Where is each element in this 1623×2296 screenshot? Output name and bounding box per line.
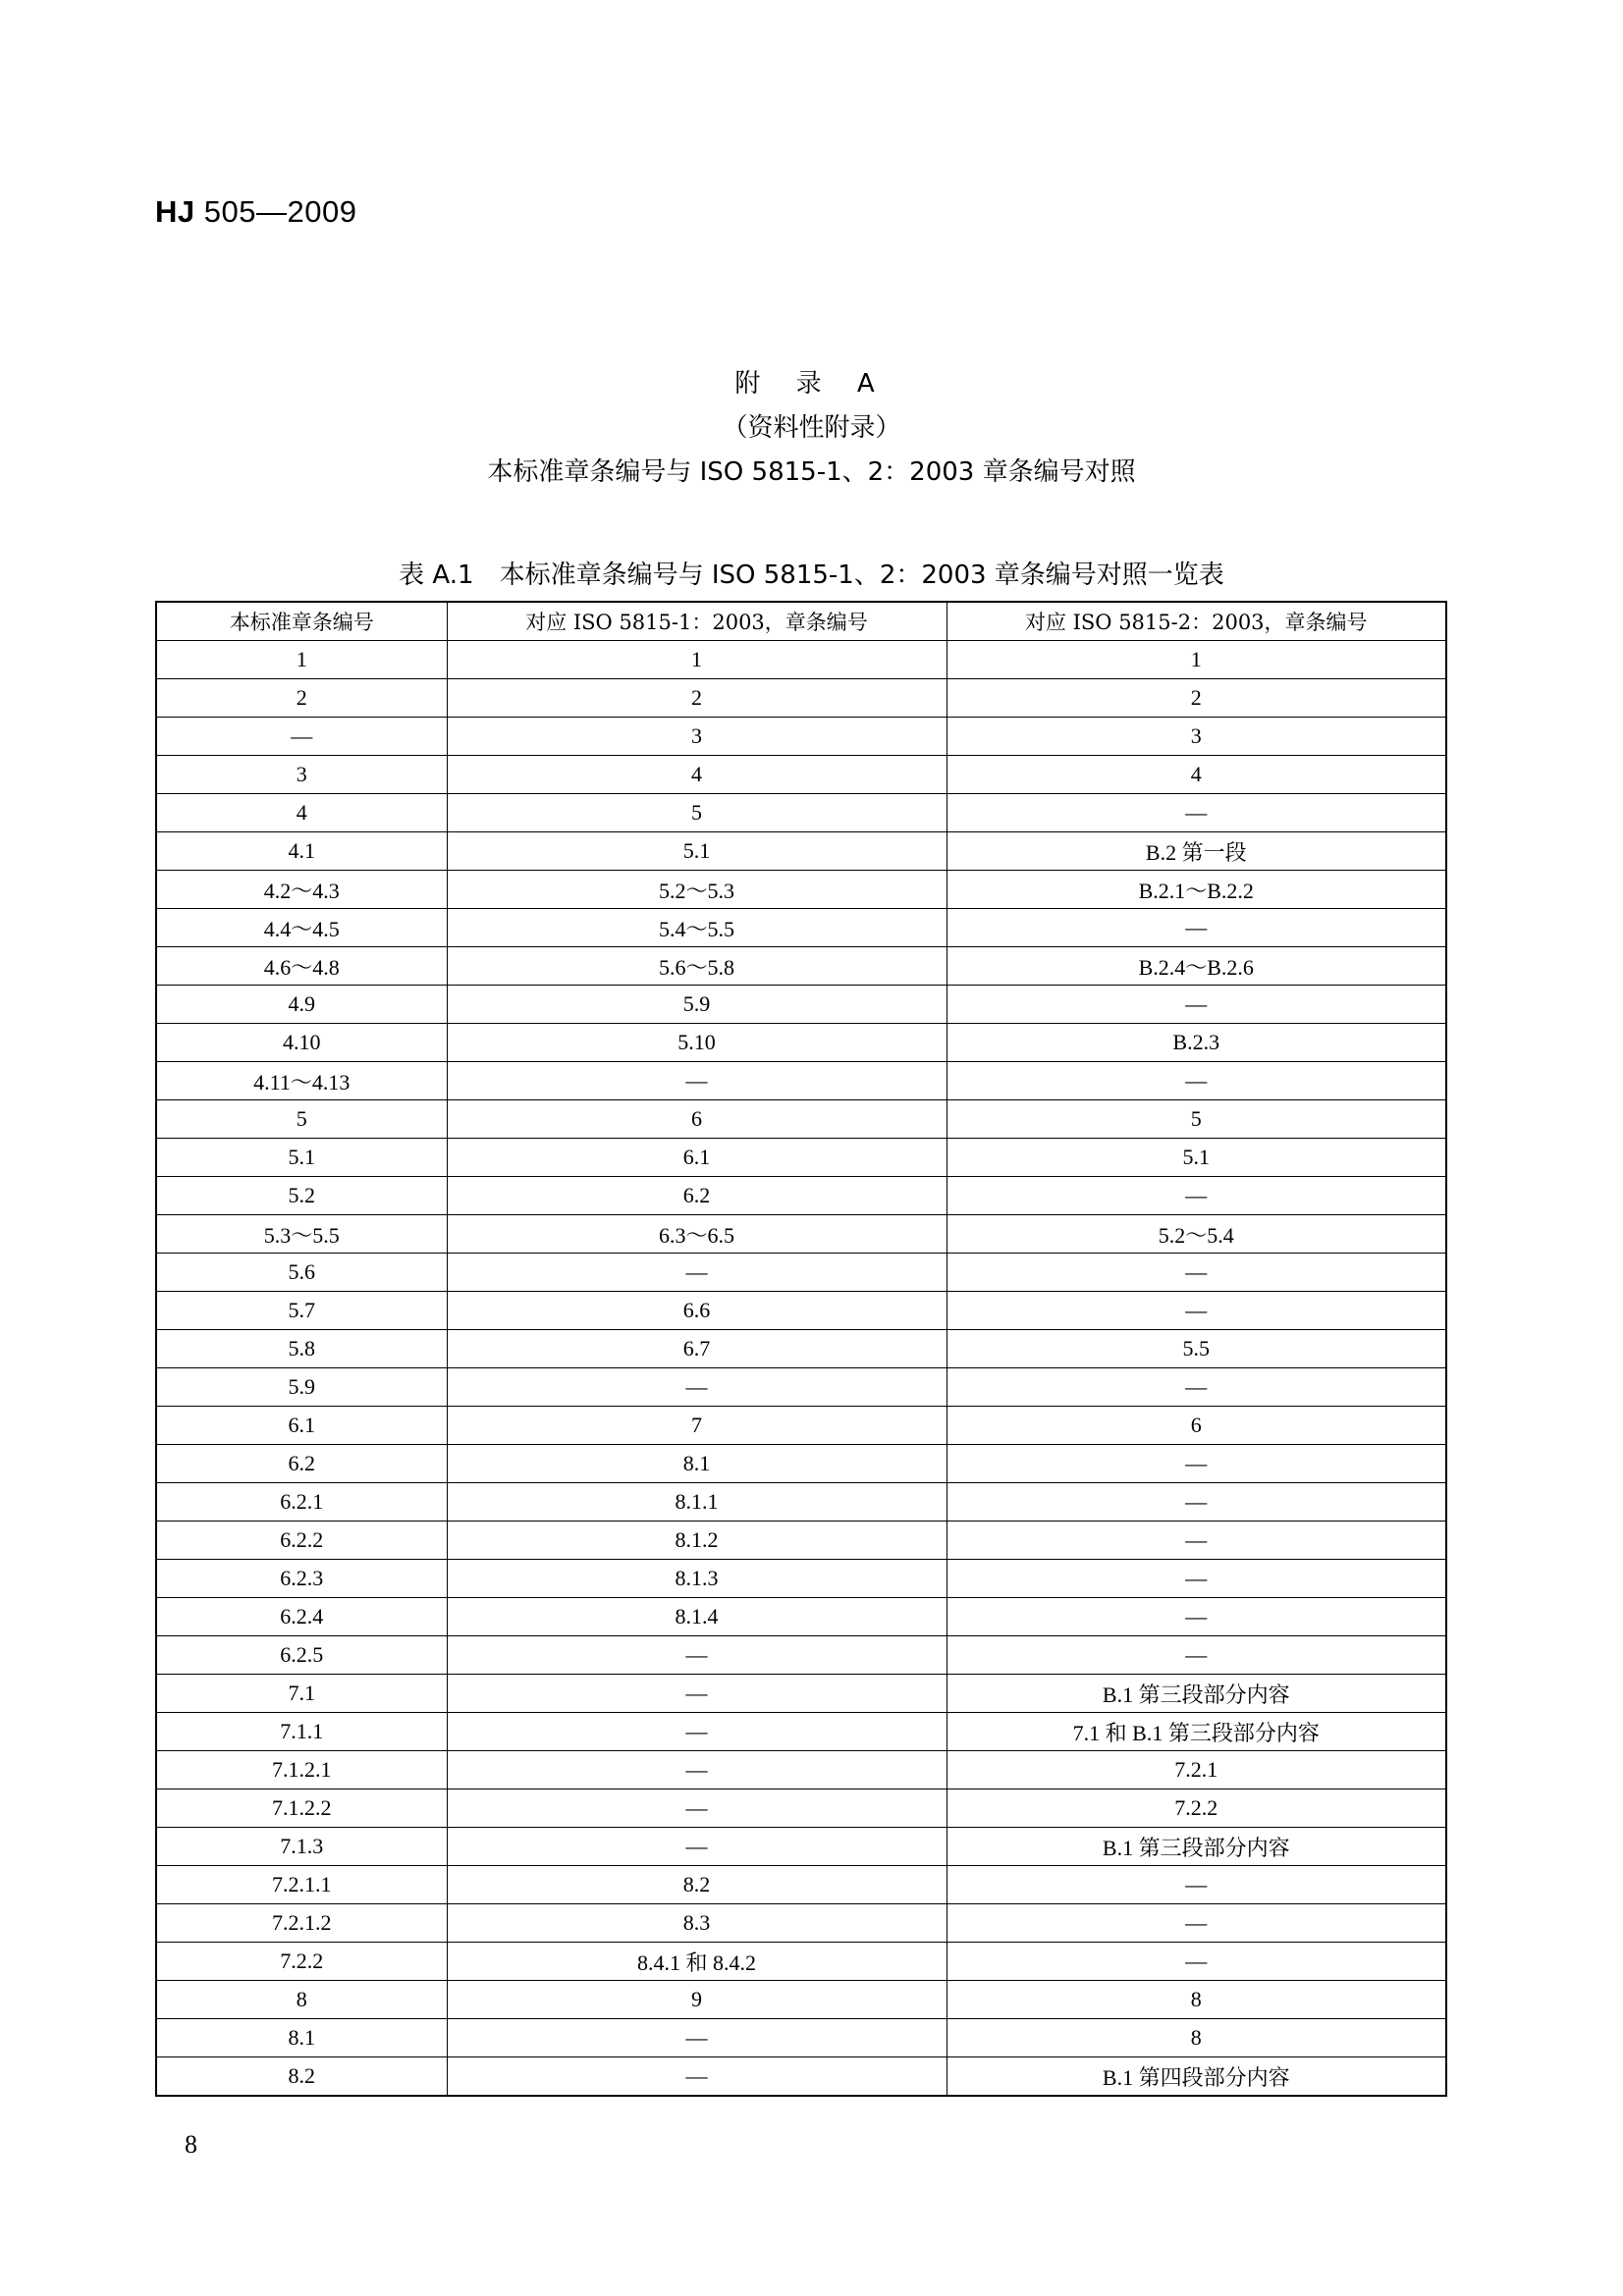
cell-iso-5815-2: B.2 第一段	[947, 832, 1446, 871]
cell-this-standard: 5.9	[156, 1368, 447, 1407]
cell-iso-5815-2: —	[947, 1598, 1446, 1636]
cell-iso-5815-2: 8	[947, 1981, 1446, 2019]
table-row	[156, 1789, 1446, 1828]
cell-iso-5815-1: 6.2	[447, 1177, 947, 1215]
table-row	[156, 1483, 1446, 1522]
cell-iso-5815-1: 5.6～5.8	[447, 947, 947, 986]
cell-this-standard: 5.7	[156, 1292, 447, 1330]
table-row	[156, 986, 1446, 1024]
table-row	[156, 1445, 1446, 1483]
cell-iso-5815-1: —	[447, 1751, 947, 1789]
table-row	[156, 1598, 1446, 1636]
table-row	[156, 1713, 1446, 1751]
table-row	[156, 1024, 1446, 1062]
table-row	[156, 794, 1446, 832]
cell-iso-5815-1: 8.1.1	[447, 1483, 947, 1522]
cell-iso-5815-1: —	[447, 1636, 947, 1675]
cell-iso-5815-2: —	[947, 1636, 1446, 1675]
cell-iso-5815-1: 6	[447, 1100, 947, 1139]
page-number: 8	[185, 2130, 197, 2159]
table-row	[156, 1177, 1446, 1215]
cell-iso-5815-1: 8.4.1 和 8.4.2	[447, 1943, 947, 1981]
column-header-iso-5815-1: 对应 ISO 5815-1：2003，章条编号	[447, 602, 947, 641]
cell-this-standard: 8	[156, 1981, 447, 2019]
cell-iso-5815-1: —	[447, 1789, 947, 1828]
cell-iso-5815-2: B.1 第三段部分内容	[947, 1675, 1446, 1713]
cell-this-standard: 4.1	[156, 832, 447, 871]
cell-this-standard: 7.1.1	[156, 1713, 447, 1751]
cell-iso-5815-1: 8.3	[447, 1904, 947, 1943]
cell-this-standard: 3	[156, 756, 447, 794]
table-row	[156, 1560, 1446, 1598]
cell-this-standard: 6.1	[156, 1407, 447, 1445]
table-row	[156, 1636, 1446, 1675]
cell-iso-5815-2: —	[947, 1445, 1446, 1483]
cell-this-standard: 1	[156, 641, 447, 679]
table-row	[156, 1981, 1446, 2019]
table-row	[156, 679, 1446, 718]
cell-iso-5815-2: —	[947, 1292, 1446, 1330]
cell-iso-5815-2: —	[947, 1368, 1446, 1407]
table-row	[156, 871, 1446, 909]
cell-this-standard: 6.2	[156, 1445, 447, 1483]
cell-iso-5815-2: —	[947, 1560, 1446, 1598]
cell-iso-5815-1: —	[447, 1828, 947, 1866]
cell-this-standard: 6.2.3	[156, 1560, 447, 1598]
cell-iso-5815-2: —	[947, 1904, 1446, 1943]
table-row	[156, 1062, 1446, 1100]
cell-iso-5815-2: 6	[947, 1407, 1446, 1445]
table-row	[156, 947, 1446, 986]
cell-iso-5815-2: 5	[947, 1100, 1446, 1139]
cell-this-standard: 5.2	[156, 1177, 447, 1215]
cell-iso-5815-1: —	[447, 2019, 947, 2057]
table-row	[156, 718, 1446, 756]
cell-iso-5815-2: 5.5	[947, 1330, 1446, 1368]
cell-iso-5815-1: 5.4～5.5	[447, 909, 947, 947]
cell-iso-5815-1: 5	[447, 794, 947, 832]
cell-this-standard: 6.2.5	[156, 1636, 447, 1675]
cell-iso-5815-1: 8.1.3	[447, 1560, 947, 1598]
table-row	[156, 1828, 1446, 1866]
cell-iso-5815-1: —	[447, 1254, 947, 1292]
cell-iso-5815-1: 8.1.2	[447, 1522, 947, 1560]
cell-iso-5815-1: 8.1.4	[447, 1598, 947, 1636]
cell-iso-5815-1: —	[447, 1675, 947, 1713]
cell-this-standard: 7.1.3	[156, 1828, 447, 1866]
table-row	[156, 909, 1446, 947]
cell-iso-5815-1: 8.2	[447, 1866, 947, 1904]
cell-this-standard: 7.1.2.2	[156, 1789, 447, 1828]
cell-iso-5815-2: 4	[947, 756, 1446, 794]
table-row	[156, 1866, 1446, 1904]
cell-this-standard: 6.2.2	[156, 1522, 447, 1560]
cell-iso-5815-1: 6.1	[447, 1139, 947, 1177]
cell-iso-5815-2: 8	[947, 2019, 1446, 2057]
table-row	[156, 1368, 1446, 1407]
table-row	[156, 2019, 1446, 2057]
cell-this-standard: 4.6～4.8	[156, 947, 447, 986]
document-code-number: 505—2009	[194, 194, 357, 229]
cell-iso-5815-2: —	[947, 1254, 1446, 1292]
table-row	[156, 756, 1446, 794]
table-body	[156, 641, 1446, 2097]
table-row	[156, 1292, 1446, 1330]
table-row	[156, 1751, 1446, 1789]
cell-this-standard: 8.2	[156, 2057, 447, 2097]
table-row	[156, 1407, 1446, 1445]
document-code	[155, 194, 356, 230]
table-row	[156, 1522, 1446, 1560]
cell-iso-5815-2: —	[947, 1522, 1446, 1560]
cell-iso-5815-2: B.2.1～B.2.2	[947, 871, 1446, 909]
table-caption: 表 A.1 本标准章条编号与 ISO 5815-1、2：2003 章条编号对照一览表	[399, 561, 1224, 590]
table-row	[156, 1139, 1446, 1177]
column-header-this-standard: 本标准章条编号	[156, 602, 447, 641]
cell-iso-5815-1: 5.2～5.3	[447, 871, 947, 909]
cell-iso-5815-1: —	[447, 2057, 947, 2097]
cell-this-standard: 4.9	[156, 986, 447, 1024]
cell-this-standard: —	[156, 718, 447, 756]
table-row	[156, 1215, 1446, 1254]
cell-this-standard: 7.2.1.1	[156, 1866, 447, 1904]
cell-iso-5815-2: 5.2～5.4	[947, 1215, 1446, 1254]
cell-this-standard: 4	[156, 794, 447, 832]
table-header-row	[156, 602, 1446, 641]
cell-this-standard: 6.2.1	[156, 1483, 447, 1522]
cell-iso-5815-1: —	[447, 1062, 947, 1100]
cell-iso-5815-2: —	[947, 1943, 1446, 1981]
cell-iso-5815-2: B.1 第三段部分内容	[947, 1828, 1446, 1866]
document-code-prefix: HJ	[155, 194, 195, 229]
column-header-iso-5815-2: 对应 ISO 5815-2：2003，章条编号	[947, 602, 1446, 641]
appendix-heading: 本标准章条编号与 ISO 5815-1、2：2003 章条编号对照	[487, 457, 1136, 487]
cell-iso-5815-1: —	[447, 1713, 947, 1751]
table-row	[156, 832, 1446, 871]
table-row	[156, 2057, 1446, 2097]
table-row	[156, 1100, 1446, 1139]
cell-iso-5815-2: B.2.3	[947, 1024, 1446, 1062]
cell-iso-5815-1: 9	[447, 1981, 947, 2019]
cell-iso-5815-1: 3	[447, 718, 947, 756]
cell-iso-5815-2: 2	[947, 679, 1446, 718]
cell-this-standard: 5.3～5.5	[156, 1215, 447, 1254]
cell-iso-5815-2: —	[947, 986, 1446, 1024]
cell-iso-5815-2: —	[947, 1177, 1446, 1215]
cell-iso-5815-2: B.2.4～B.2.6	[947, 947, 1446, 986]
cell-this-standard: 5.1	[156, 1139, 447, 1177]
cell-iso-5815-1: 2	[447, 679, 947, 718]
cell-this-standard: 5.8	[156, 1330, 447, 1368]
cell-iso-5815-1: 6.7	[447, 1330, 947, 1368]
cell-iso-5815-2: —	[947, 909, 1446, 947]
cell-iso-5815-2: —	[947, 794, 1446, 832]
cell-this-standard: 2	[156, 679, 447, 718]
cell-iso-5815-1: 5.10	[447, 1024, 947, 1062]
cell-iso-5815-2: 1	[947, 641, 1446, 679]
appendix-subtitle: （资料性附录）	[722, 413, 901, 443]
cell-iso-5815-1: 8.1	[447, 1445, 947, 1483]
cell-this-standard: 7.1.2.1	[156, 1751, 447, 1789]
cell-iso-5815-1: 6.6	[447, 1292, 947, 1330]
appendix-title: 附 录 A	[734, 369, 889, 399]
cell-iso-5815-2: —	[947, 1866, 1446, 1904]
table-row	[156, 641, 1446, 679]
cell-iso-5815-2: —	[947, 1483, 1446, 1522]
table-row	[156, 1330, 1446, 1368]
cell-iso-5815-1: —	[447, 1368, 947, 1407]
table-row	[156, 1254, 1446, 1292]
cell-this-standard: 4.2～4.3	[156, 871, 447, 909]
table-row	[156, 1675, 1446, 1713]
cell-this-standard: 6.2.4	[156, 1598, 447, 1636]
cell-this-standard: 5.6	[156, 1254, 447, 1292]
cell-iso-5815-1: 6.3～6.5	[447, 1215, 947, 1254]
table-row	[156, 1904, 1446, 1943]
cell-iso-5815-1: 4	[447, 756, 947, 794]
cell-this-standard: 4.4～4.5	[156, 909, 447, 947]
cell-iso-5815-2: 3	[947, 718, 1446, 756]
cell-iso-5815-2: —	[947, 1062, 1446, 1100]
cell-this-standard: 4.11～4.13	[156, 1062, 447, 1100]
cell-iso-5815-1: 1	[447, 641, 947, 679]
cell-iso-5815-1: 5.9	[447, 986, 947, 1024]
cell-this-standard: 4.10	[156, 1024, 447, 1062]
cell-this-standard: 8.1	[156, 2019, 447, 2057]
cell-iso-5815-2: 7.1 和 B.1 第三段部分内容	[947, 1713, 1446, 1751]
cell-iso-5815-2: B.1 第四段部分内容	[947, 2057, 1446, 2097]
cell-iso-5815-2: 5.1	[947, 1139, 1446, 1177]
cell-iso-5815-1: 5.1	[447, 832, 947, 871]
table-row	[156, 1943, 1446, 1981]
cell-this-standard: 7.2.1.2	[156, 1904, 447, 1943]
cell-iso-5815-2: 7.2.1	[947, 1751, 1446, 1789]
clause-mapping-table	[155, 601, 1447, 2097]
cell-this-standard: 7.2.2	[156, 1943, 447, 1981]
cell-this-standard: 5	[156, 1100, 447, 1139]
cell-iso-5815-1: 7	[447, 1407, 947, 1445]
cell-iso-5815-2: 7.2.2	[947, 1789, 1446, 1828]
cell-this-standard: 7.1	[156, 1675, 447, 1713]
